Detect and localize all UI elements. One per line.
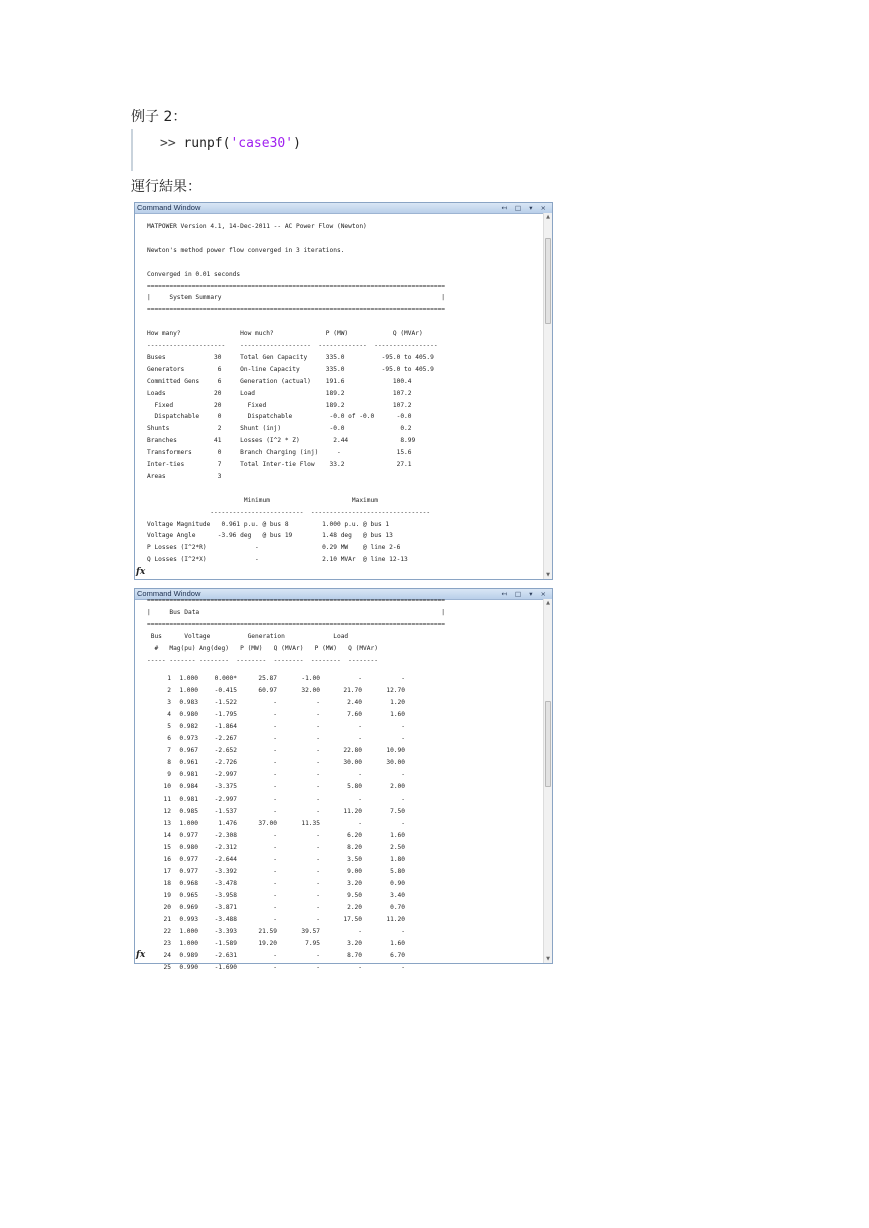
table-cell: - — [273, 735, 277, 743]
table-cell: - — [358, 928, 362, 936]
table-cell: - — [316, 783, 320, 791]
table-cell: 8.70 — [347, 952, 362, 960]
table-cell: 1.60 — [390, 831, 405, 839]
window-title: Command Window — [137, 589, 201, 598]
output-line: Branches 41 Losses (I^2 * Z) 2.44 8.99 — [147, 437, 416, 445]
table-row — [147, 771, 417, 779]
table-cell: 0.967 — [179, 747, 198, 755]
table-cell: - — [316, 723, 320, 731]
table-cell: 1.80 — [390, 855, 405, 863]
output-line: Generators 6 On-line Capacity 335.0 -95.0 to 405.9 — [147, 365, 434, 373]
table-cell: 1.000 — [179, 928, 198, 936]
table-cell: - — [358, 735, 362, 743]
vertical-scrollbar[interactable] — [543, 213, 552, 579]
table-cell: -2.997 — [214, 771, 237, 779]
table-cell: 1.20 — [390, 699, 405, 707]
table-cell: 3.20 — [347, 879, 362, 887]
table-cell: - — [316, 855, 320, 863]
table-cell: 17 — [163, 867, 171, 875]
table-cell: 2.20 — [347, 903, 362, 911]
table-cell: -1.589 — [214, 940, 237, 948]
output-line: Buses 30 Total Gen Capacity 335.0 -95.0 to 405.9 — [147, 353, 434, 361]
table-cell: 0.969 — [179, 903, 198, 911]
table-cell: - — [316, 747, 320, 755]
table-cell: 12.70 — [386, 687, 405, 695]
table-cell: 32.00 — [301, 687, 320, 695]
table-cell: 3.20 — [347, 940, 362, 948]
header-line: Bus Voltage Generation Load — [147, 633, 349, 640]
table-cell: 15 — [163, 843, 171, 851]
table-cell: 0.984 — [179, 783, 198, 791]
table-cell: - — [401, 928, 405, 936]
table-row — [147, 820, 417, 828]
table-cell: 21 — [163, 916, 171, 923]
example-heading: 例子 2： — [131, 109, 187, 125]
table-cell: - — [273, 831, 277, 839]
table-cell: -2.308 — [214, 831, 237, 839]
table-cell: 8.20 — [347, 843, 362, 851]
output-line: Loads 20 Load 189.2 107.2 — [147, 389, 412, 397]
output-line: Dispatchable 0 Dispatchable -0.0 of -0.0 -0.0 — [147, 413, 412, 421]
table-cell: 0.981 — [179, 795, 198, 803]
table-row — [147, 952, 417, 960]
table-cell: - — [273, 723, 277, 731]
table-cell: - — [273, 964, 277, 972]
table-cell: 0.980 — [179, 843, 198, 851]
table-cell: - — [358, 771, 362, 779]
table-cell: -3.375 — [214, 783, 237, 791]
table-cell: 22.80 — [343, 747, 362, 755]
table-cell: -1.00 — [301, 675, 320, 682]
table-cell: -2.652 — [214, 747, 237, 755]
output-line: ================================================================================ — [147, 282, 446, 290]
table-cell: 23 — [163, 940, 171, 948]
table-cell: -1.864 — [214, 723, 237, 731]
table-cell: 1 — [167, 675, 171, 682]
table-cell: 7 — [167, 747, 171, 755]
table-cell: 0.968 — [179, 879, 198, 887]
table-cell: 9.00 — [347, 867, 362, 875]
table-row — [147, 928, 417, 936]
output-line: ================================================================================ — [147, 306, 446, 314]
window-controls-icon[interactable]: ↤ □ ▾ × — [501, 590, 549, 598]
table-cell: - — [273, 855, 277, 863]
table-cell: - — [316, 964, 320, 972]
table-cell: 9.50 — [347, 891, 362, 899]
output-line: ------------------------- -------------------------------- — [147, 508, 431, 516]
table-cell: - — [316, 891, 320, 899]
table-cell: 1.000 — [179, 687, 198, 695]
scroll-thumb[interactable] — [545, 701, 551, 787]
table-cell: - — [273, 699, 277, 707]
table-cell: - — [316, 711, 320, 719]
table-cell: 3.50 — [347, 855, 362, 863]
table-cell: 21.59 — [258, 928, 277, 936]
table-cell: 10.90 — [386, 747, 405, 755]
table-row — [147, 880, 417, 888]
table-cell: -2.312 — [214, 843, 237, 851]
output-line: Fixed 20 Fixed 189.2 107.2 — [147, 401, 412, 409]
table-cell: - — [273, 952, 277, 960]
table-cell: -3.478 — [214, 879, 237, 887]
table-cell: -2.267 — [214, 735, 237, 743]
output-line: P Losses (I^2*R) - 0.29 MW @ line 2-6 — [147, 544, 401, 552]
scroll-thumb[interactable] — [545, 238, 551, 324]
table-cell: 11 — [163, 795, 171, 803]
table-cell: 0.989 — [179, 952, 198, 960]
table-cell: 9 — [167, 771, 171, 779]
output-line: MATPOWER Version 4.1, 14-Dec-2011 -- AC Power Flow (Newton) — [147, 223, 367, 230]
table-cell: 10 — [163, 783, 171, 791]
table-cell: -2.997 — [214, 795, 237, 803]
table-cell: - — [273, 711, 277, 719]
table-cell: - — [273, 807, 277, 815]
header-line: ================================================================================ — [147, 597, 446, 604]
table-cell: -3.958 — [214, 891, 237, 899]
table-cell: - — [316, 867, 320, 875]
fx-icon[interactable]: fx — [136, 567, 146, 577]
table-cell: - — [316, 831, 320, 839]
table-cell: - — [316, 916, 320, 923]
table-cell: 2 — [167, 687, 171, 695]
table-cell: - — [316, 807, 320, 815]
table-row — [147, 723, 417, 731]
table-row — [147, 868, 417, 876]
output-line: | System Summary | — [147, 294, 446, 302]
table-row — [147, 940, 417, 948]
table-cell: 7.95 — [305, 940, 320, 948]
table-row — [147, 796, 417, 804]
table-cell: 14 — [163, 831, 171, 839]
table-cell: - — [273, 843, 277, 851]
table-cell: - — [316, 843, 320, 851]
table-cell: 11.20 — [343, 807, 362, 815]
table-cell: 30.00 — [343, 759, 362, 767]
table-cell: 0.981 — [179, 771, 198, 779]
table-cell: -1.522 — [214, 699, 237, 707]
fx-icon[interactable]: fx — [136, 950, 146, 960]
table-cell: - — [273, 903, 277, 911]
code-string-arg: 'case30' — [230, 136, 294, 151]
window-title: Command Window — [137, 203, 201, 212]
table-cell: - — [401, 735, 405, 743]
table-cell: - — [401, 819, 405, 827]
table-cell: 1.60 — [390, 711, 405, 719]
table-cell: - — [273, 783, 277, 791]
output-line: --------------------- ------------------- ------------- ----------------- — [147, 342, 438, 349]
table-cell: 2.40 — [347, 699, 362, 707]
output-line: Committed Gens 6 Generation (actual) 191.6 100.4 — [147, 377, 412, 385]
table-cell: 2.50 — [390, 843, 405, 851]
output-line: Minimum Maximum — [147, 496, 378, 504]
table-cell: 1.60 — [390, 940, 405, 948]
table-cell: -2.644 — [214, 855, 237, 863]
code-close-paren: ) — [293, 136, 301, 151]
table-cell: 1.000 — [179, 675, 198, 682]
table-cell: 2.00 — [390, 783, 405, 791]
table-cell: 0.000* — [214, 675, 237, 682]
table-cell: 11.20 — [386, 916, 405, 923]
table-cell: 19.20 — [258, 940, 277, 948]
table-cell: 0.70 — [390, 903, 405, 911]
table-cell: 25.87 — [258, 675, 277, 682]
table-row — [147, 856, 417, 864]
table-cell: - — [401, 964, 405, 972]
table-cell: -1.690 — [214, 964, 237, 972]
table-row — [147, 832, 417, 840]
table-row — [147, 964, 417, 972]
header-line: ----- ------- -------- -------- -------- -------- -------- — [147, 657, 378, 664]
table-cell: 3 — [167, 699, 171, 707]
table-cell: - — [358, 795, 362, 803]
table-row — [147, 808, 417, 816]
output-line: Inter-ties 7 Total Inter-tie Flow 33.2 27.1 — [147, 461, 412, 468]
table-cell: 0.983 — [179, 699, 198, 707]
table-cell: - — [316, 735, 320, 743]
table-cell: 1.476 — [218, 819, 237, 827]
table-cell: 7.50 — [390, 807, 405, 815]
table-cell: - — [273, 867, 277, 875]
table-cell: - — [316, 879, 320, 887]
table-cell: -3.488 — [214, 916, 237, 923]
table-row — [147, 675, 417, 683]
table-cell: 5 — [167, 723, 171, 731]
table-cell: 0.977 — [179, 867, 198, 875]
table-row — [147, 711, 417, 719]
table-row — [147, 759, 417, 767]
table-cell: -1.537 — [214, 807, 237, 815]
scroll-down-arrow-icon[interactable]: ▼ — [546, 572, 550, 578]
table-row — [147, 699, 417, 707]
table-cell: 1.000 — [179, 819, 198, 827]
output-line: Voltage Angle -3.96 deg @ bus 19 1.48 deg @ bus 13 — [147, 532, 393, 540]
result-heading: 運行結果： — [131, 179, 201, 195]
table-cell: 20 — [163, 903, 171, 911]
command-window-2[interactable] — [134, 588, 553, 972]
output-line: Newton's method power flow converged in 3 iterations. — [147, 246, 345, 254]
table-cell: 0.977 — [179, 831, 198, 839]
table-row — [147, 844, 417, 852]
table-cell: - — [358, 819, 362, 827]
table-cell: 0.961 — [179, 759, 198, 767]
table-row — [147, 687, 417, 695]
table-row — [147, 904, 417, 912]
table-cell: 60.97 — [258, 687, 277, 695]
table-row — [147, 916, 417, 924]
table-cell: - — [358, 723, 362, 731]
code-function: runpf( — [183, 136, 231, 151]
table-row — [147, 735, 417, 743]
table-cell: -3.871 — [214, 903, 237, 911]
table-cell: 5.80 — [347, 783, 362, 791]
table-cell: - — [273, 747, 277, 755]
table-cell: 25 — [163, 964, 171, 972]
table-cell: 21.70 — [343, 687, 362, 695]
table-cell: 6 — [167, 735, 171, 743]
code-line — [160, 136, 301, 151]
table-cell: 24 — [163, 952, 171, 960]
header-line: # Mag(pu) Ang(deg) P (MW) Q (MVAr) P (MW) Q (MVAr) — [147, 645, 378, 652]
table-cell: 13 — [163, 819, 171, 827]
table-cell: - — [273, 771, 277, 779]
table-cell: 5.80 — [390, 867, 405, 875]
output-line: Q Losses (I^2*X) - 2.10 MVAr @ line 12-13 — [147, 556, 408, 564]
output-line: Voltage Magnitude 0.961 p.u. @ bus 8 1.000 p.u. @ bus 1 — [147, 520, 390, 528]
table-cell: 37.00 — [258, 819, 277, 827]
table-cell: 0.965 — [179, 891, 198, 899]
table-cell: 11.35 — [301, 819, 320, 827]
table-row — [147, 747, 417, 755]
table-cell: -3.392 — [214, 867, 237, 875]
table-cell: - — [401, 771, 405, 779]
table-cell: -2.631 — [214, 952, 237, 960]
output-line: How many? How much? P (MW) Q (MVAr) — [147, 330, 423, 338]
table-cell: - — [316, 952, 320, 960]
output-line: Transformers 0 Branch Charging (inj) - 15.6 — [147, 449, 412, 457]
table-cell: 0.990 — [179, 964, 198, 972]
table-cell: 1.000 — [179, 940, 198, 948]
output-line: Areas 3 — [147, 472, 222, 480]
table-cell: - — [401, 675, 405, 682]
table-row — [147, 783, 417, 791]
table-cell: - — [316, 699, 320, 707]
table-cell: 0.982 — [179, 723, 198, 731]
table-cell: 4 — [167, 711, 171, 719]
command-output — [147, 213, 542, 579]
table-cell: 0.973 — [179, 735, 198, 743]
table-cell: 12 — [163, 807, 171, 815]
table-cell: 39.57 — [301, 928, 320, 936]
table-cell: - — [273, 891, 277, 899]
table-cell: - — [358, 964, 362, 972]
table-cell: -1.795 — [214, 711, 237, 719]
vertical-scrollbar[interactable] — [543, 599, 552, 963]
table-cell: - — [358, 675, 362, 682]
table-cell: 3.40 — [390, 891, 405, 899]
table-cell: 19 — [163, 891, 171, 899]
table-cell: - — [401, 795, 405, 803]
table-row — [147, 892, 417, 900]
table-cell: -0.415 — [214, 687, 237, 695]
table-cell: 6.70 — [390, 952, 405, 960]
table-cell: -2.726 — [214, 759, 237, 767]
table-cell: 0.90 — [390, 879, 405, 887]
table-cell: - — [401, 723, 405, 731]
table-cell: 0.977 — [179, 855, 198, 863]
scroll-up-arrow-icon[interactable]: ▲ — [546, 600, 550, 606]
table-cell: 0.993 — [179, 916, 198, 923]
table-cell: - — [316, 759, 320, 767]
table-cell: 0.985 — [179, 807, 198, 815]
table-cell: - — [316, 903, 320, 911]
output-line: Shunts 2 Shunt (inj) -0.0 0.2 — [147, 425, 412, 433]
table-cell: 7.60 — [347, 711, 362, 719]
table-cell: 16 — [163, 855, 171, 863]
table-cell: 8 — [167, 759, 171, 767]
table-cell: - — [273, 879, 277, 887]
scroll-down-arrow-icon[interactable]: ▼ — [546, 956, 550, 962]
table-cell: 30.00 — [386, 759, 405, 767]
code-block — [131, 129, 323, 171]
table-cell: - — [316, 795, 320, 803]
command-prompt: >> — [160, 136, 176, 151]
table-cell: - — [273, 795, 277, 803]
command-window-1[interactable] — [134, 202, 553, 580]
table-cell: -3.393 — [214, 928, 237, 936]
table-cell: 0.980 — [179, 711, 198, 719]
header-line: | Bus Data | — [147, 609, 446, 616]
table-cell: - — [273, 759, 277, 767]
table-cell: - — [273, 916, 277, 923]
table-cell: 6.20 — [347, 831, 362, 839]
scroll-up-arrow-icon[interactable]: ▲ — [546, 214, 550, 220]
table-cell: 18 — [163, 879, 171, 887]
header-line: ================================================================================ — [147, 621, 446, 628]
table-cell: 22 — [163, 928, 171, 936]
output-line: Converged in 0.01 seconds — [147, 270, 241, 278]
table-cell: - — [316, 771, 320, 779]
bus-data-output — [147, 597, 542, 972]
table-cell: 17.50 — [343, 916, 362, 923]
window-controls-icon[interactable]: ↤ □ ▾ × — [501, 204, 549, 212]
